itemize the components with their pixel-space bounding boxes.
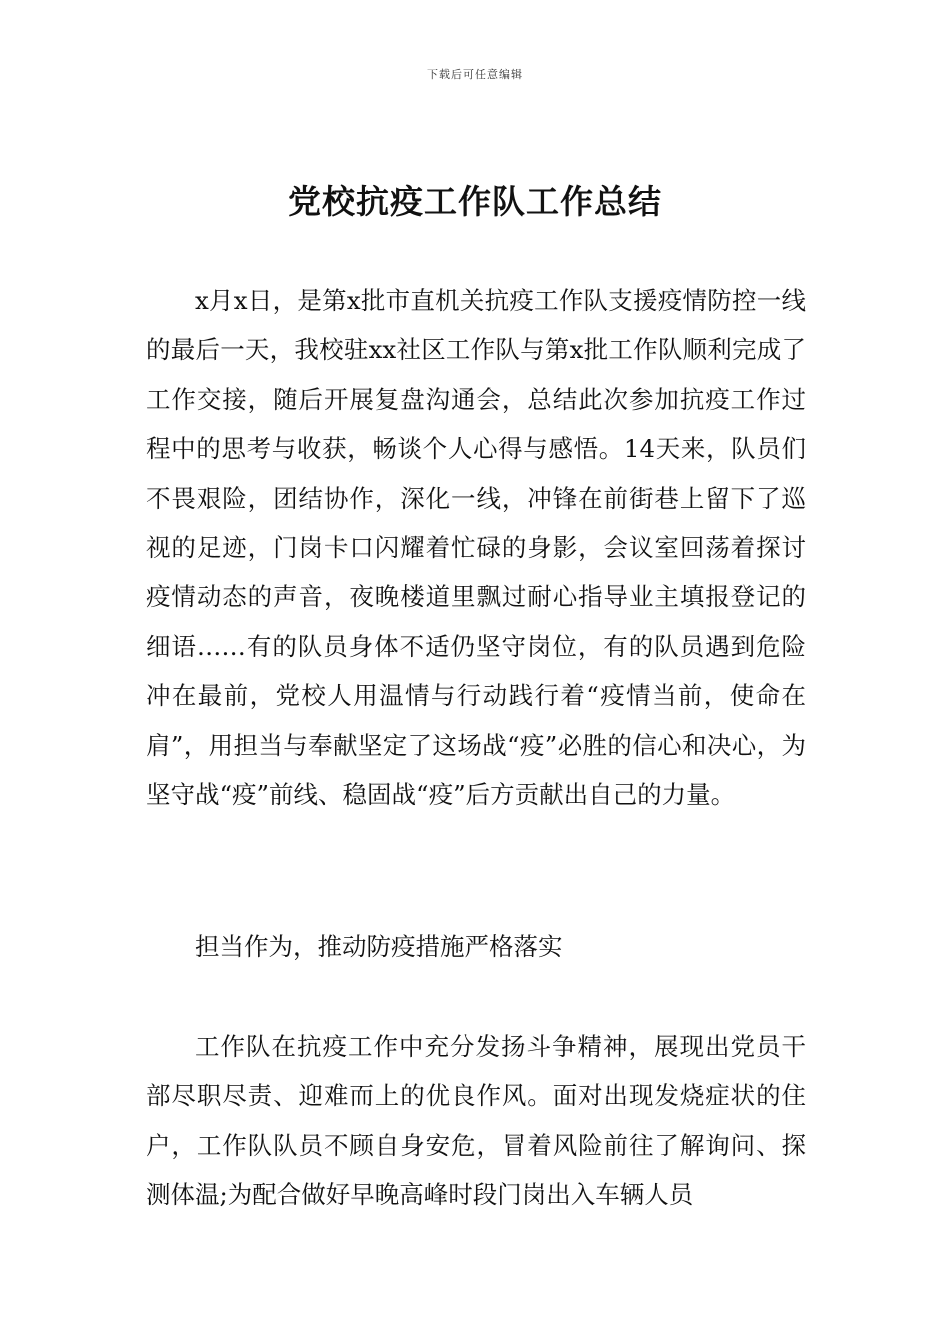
section-heading-1: 担当作为，推动防疫措施严格落实 bbox=[195, 932, 563, 961]
body-paragraph-1: x月x日，是第x批市直机关抗疫工作队支援疫情防控一线的最后一天，我校驻xx社区工作队与第x批工作队顺利完成了工作交接，随后开展复盘沟通会，总结此次参加抗疫工作过程中的思考与收获，畅谈个人心得与感悟。14天来，队员们不畏艰险，团结协作，深化一线，冲锋在前街巷上留下了巡视的足迹，门岗卡口闪耀着忙碌的身影，会议室回荡着探讨疫情动态的声音，夜晚楼道里飘过耐心指导业主填报登记的细语……有的队员身体不适仍坚守岗位，有的队员遇到危险冲在最前，党校人用温情与行动践行着“疫情当前，使命在肩”，用担当与奉献坚定了这场战“疫”必胜的信心和决心，为坚守战“疫”前线、稳固战“疫”后方贡献出自己的力量。 bbox=[146, 286, 806, 810]
document-title: 党校抗疫工作队工作总结 bbox=[288, 182, 662, 221]
header-note: 下载后可任意编辑 bbox=[427, 68, 523, 81]
body-paragraph-2: 工作队在抗疫工作中充分发扬斗争精神，展现出党员干部尽职尽责、迎难而上的优良作风。面对出现发烧症状的住户，工作队队员不顾自身安危，冒着风险前往了解询问、探测体温;为配合做好早晚高峰时段门岗出入车辆人员 bbox=[146, 1032, 806, 1210]
